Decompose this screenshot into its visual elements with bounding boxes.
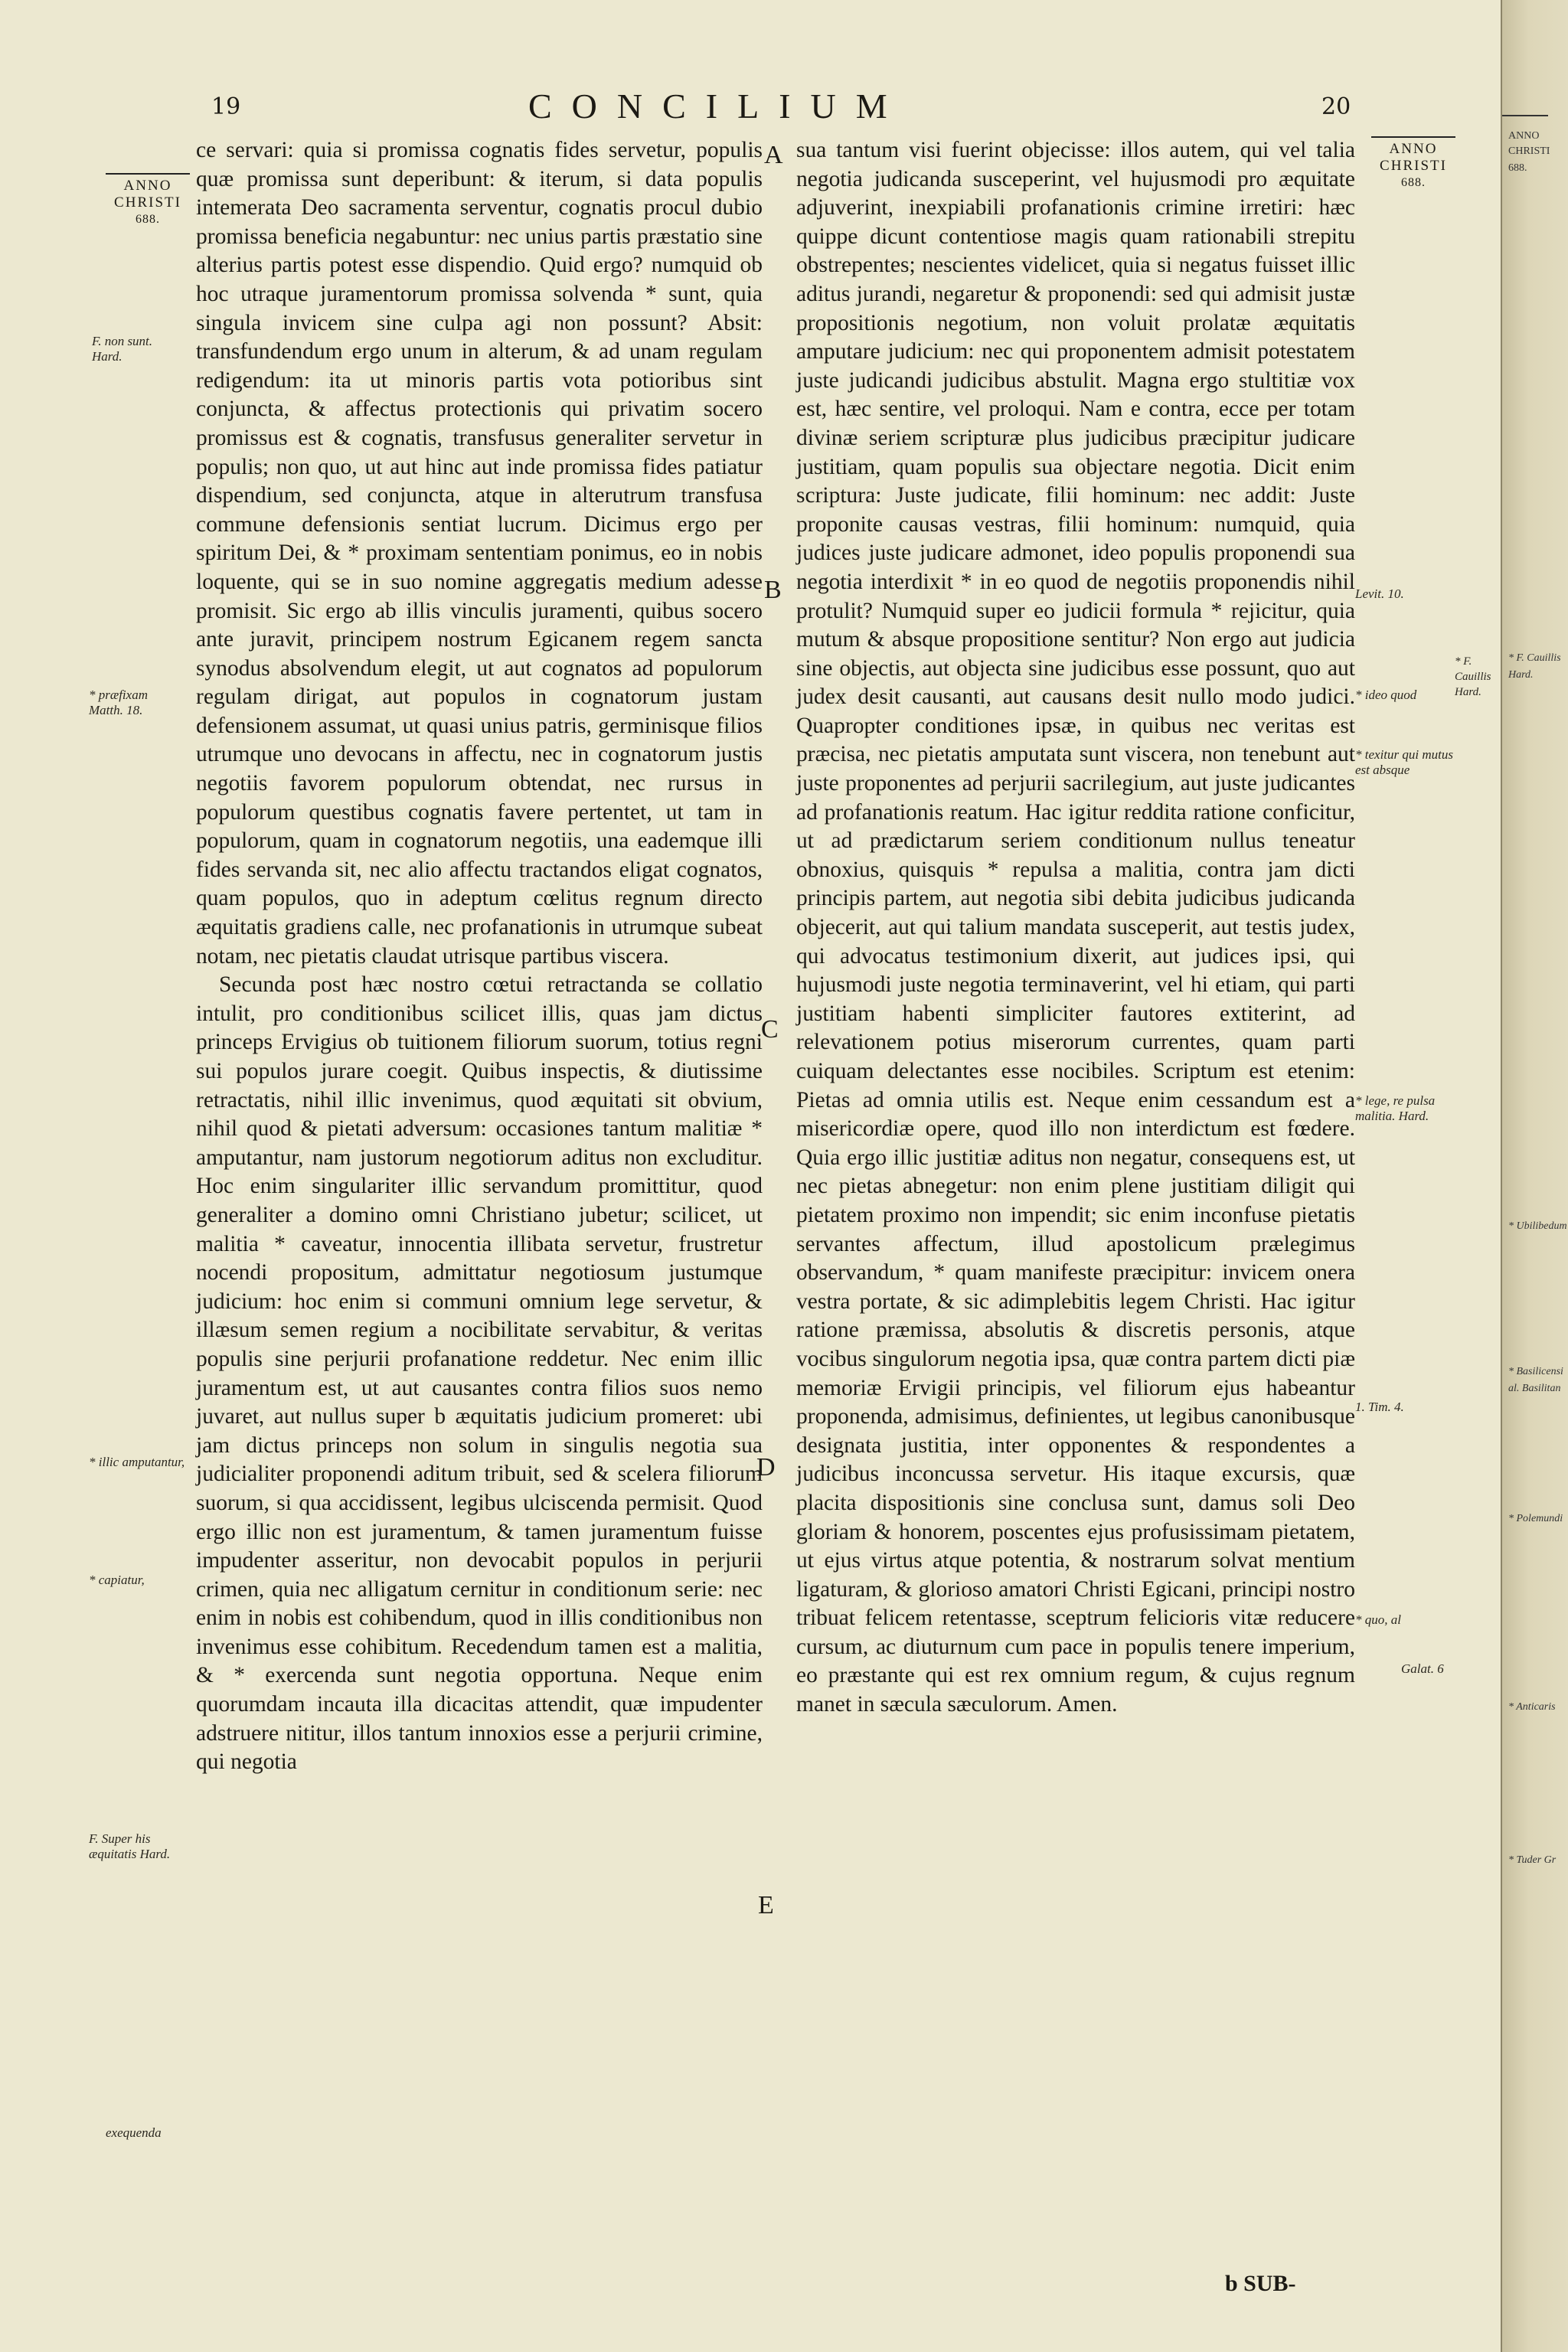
year-block-right <box>1367 136 1459 191</box>
margin-note-left: exequenda <box>106 2125 162 2140</box>
margin-note-right: * quo, al <box>1355 1612 1401 1627</box>
margin-note-right: * ideo quod <box>1355 688 1417 702</box>
edge-rule <box>1502 115 1548 116</box>
paragraph: sua tantum visi fuerint objecisse: illos autem, qui vel talia negotia judicanda susceperint, vel hujusmodi pro æquitate adjuverint, inexpiabili profanationis crimine irretiri: hæc quippe dicunt contentiose magis quam rationabili strepitu obstrepentes; nescientes videlicet, quia si negatus fuisset illic aditus jurandi, negaretur & proponendi: sed qui admisit justæ propositionis negotium, non voluit prolatæ æquitatis amputare judicium: nec qui proponentem admisit potestatem juste judicandi judicibus abstulit. Magna ergo stultitiæ vox est, hæc sentire, vel proloqui. Nam e contra, ecce per totam divinæ seriem scripturæ plus judicibus præcipitur judicare justitiam, quam populis sua objectare negotia. Dicit enim scriptura: Juste judicate, filii hominum: nec addit: Juste proponite causas vestras, filii hominum: numquid, quia judices juste judicare admonet, ideo populis proponendi sua negotia interdixit * in eo quod de negotiis proponendis nihil protulit? Numquid super eo judicii formula * rejicitur, quia mutum & absque propositione sentitur? Non ergo aut judicia sine objectis, aut objecta sine judicibus esse possunt, quo aut judex desit causanti, aut causans desit nullo modo judici. Quapropter conditiones ipsæ, in quibus nec veritas est præcisa, nec pietatis amputata sunt viscera, non tenebunt aut juste proponentes ad perjurii sacrilegium, aut juste judicantes ad profanationis reatum. Hac igitur reddita ratione conficitur, ut ad prædictarum seriem conditionum nullus teneatur obnoxius, quisquis * repulsa a malitia, contra jam dicti principis partem, aut negotia sibi debita judicibus judicanda objecerit, aut qui talium mandata susceperit, aut testis judex, qui advocatus testimonium dixerit, aut judices ipsi, qui hujusmodi juste negotia terminaverint, vel hi etiam, qui parti justitiam habenti simpliciter fautores extiterint, ad relevationem potius miserorum currentes, quam parti cuiquam delectantes esse nocibiles. Scriptum est etenim: Pietas ad omnia utilis est. Neque enim cessandum est a misericordiæ opere, quod illo non interdictum est fœdere. Quia ergo illic justitiæ aditus non negatur, consequens est, ut nec pietas abnegetur: non enim plene justitiam diligit qui pietatem proximo non impendit; sic enim inconfuse pietatis servantes affectum, illud apostolicum prælegimus observandum, * quam manifeste præcipitur: invicem onera vestra portate, & sic adimplebitis legem Christi. Hac igitur ratione præmissa, absolutis & discretis personis, atque vocibus singulorum negotia ipsa, quæ contra partem dicti piæ memoriæ Ervigii principis, vel filiorum ejus habeantur proponenda, admisimus, definientes, ut legibus canonibusque designata justitia, inter opponentes & respondentes a judicibus inconcussa servetur. His itaque excursis, quæ placita dispositionis sine conclusa sunt, damus soli Deo gloriam & honorem, poscentes ejus profusissimam pietatem, ut ejus virtus atque potentia, & nostrarum solvat mentium ligaturam, & glorioso amatori Christi Egicani, principi nostro tribuat felicem retentasse, sceptrum felicioris vitæ reducere cursum, ac diuturnum cum pace in populis tenere imperium, eo præstante qui est rex omnium regum, & cujus regnum manet in sæcula sæculorum. Amen. <box>796 138 1355 1717</box>
margin-note-left: F. Super his æquitatis Hard. <box>89 1831 171 1861</box>
edge-note: Hard. <box>1508 669 1534 681</box>
margin-note-left: F. non sunt. Hard. <box>92 334 153 364</box>
edge-note: * Basilicensi <box>1508 1366 1563 1377</box>
section-letter: A <box>764 141 783 169</box>
anno-label: ANNO <box>1389 141 1438 157</box>
edge-note: ANNO <box>1508 130 1540 142</box>
section-letter: D <box>756 1453 776 1481</box>
margin-note-right: * F. Cauillis Hard. <box>1455 655 1491 698</box>
year-number: 688. <box>1401 176 1426 189</box>
edge-note: * Polemundi <box>1508 1513 1563 1524</box>
paragraph: ce servari: quia si promissa cognatis fides servetur, populis quæ promissa sunt deperibunt: & iterum, si data populis intemerata Deo sacramenta serventur, cognatis procul dubio promissa beneficia negabuntur: nec unius partis præstatio sine alterius partis potest esse dispendio. Quid ergo? numquid ob hoc utraque juramentorum promissa solvenda * sunt, quia singula invicem sine culpa agi non possunt? Absit: transfundendum ergo unum in alterum, & ad unam regulam redigendum: ita ut minoris partis vota potioribus sint conjuncta, & affectus protectionis qui privatim socero promissus est & cognatis, transfusus generaliter servetur in populis; non quo, ut aut hinc aut inde promissa fides patiatur dispendium, sed conjuncta, atque in alterutrum transfusa commune defensionis sentiat lucrum. Dicimus ergo per spiritum Dei, & * proximam sententiam ponimus, eo in nobis loquente, qui se in suo nomine aggregatis medium adesse promisit. Sic ergo ab illis vinculis juramenti, quibus socero ante juravit, principem nostrum Egicanem regem sancta synodus absolvendum elegit, ut aut cognatos ad populorum regulam dirigat, aut populos in cognatorum justam defensionem assumat, ut quasi unius patris, germinisque filios utrumque uno devocans in affectu, nec in cognatorum justis negotiis favorem populorum obtendat, nec rursus in populorum questibus cognatis favere pertentet, ut tam in populorum, quam in cognatorum negotiis, una eademque illi fides servanda sit, nec alio affectu tractandos eligat cognatos, quam populos, quo in adeptum cœlitus regnum directo æquitatis gradiens calle, nec profanationis in utrumque subeat notam, nec pietatis claudat utrisque partibus viscera. <box>196 138 763 969</box>
margin-note-left: * præfixam Matth. 18. <box>89 688 148 717</box>
margin-note-right: Levit. 10. <box>1355 586 1404 601</box>
year-rule <box>106 173 190 175</box>
page-header <box>0 86 1501 132</box>
margin-note-right: Galat. 6 <box>1401 1661 1444 1676</box>
anno-label: ANNO <box>123 178 172 194</box>
margin-note-left: * illic amputantur, <box>89 1455 185 1469</box>
page-title: CONCILIUM <box>528 87 907 126</box>
section-letter: E <box>758 1891 774 1919</box>
edge-note: CHRISTI <box>1508 145 1550 157</box>
catchword: b SUB- <box>1225 2271 1296 2296</box>
edge-note: * Ubilibedum <box>1508 1220 1567 1232</box>
edge-note: * Tuder Gr <box>1508 1854 1557 1866</box>
margin-note-right: * lege, re pulsa malitia. Hard. <box>1355 1093 1436 1123</box>
adjacent-page-edge <box>1501 0 1568 2352</box>
right-text-column <box>796 136 1355 2203</box>
year-number: 688. <box>136 213 160 226</box>
margin-note-right: * texitur qui mutus est absque <box>1355 747 1453 777</box>
margin-note-left: * capiatur, <box>89 1573 145 1587</box>
section-letter: C <box>761 1015 779 1044</box>
page-number-left: 19 <box>211 93 241 120</box>
christi-label: CHRISTI <box>1380 158 1447 174</box>
year-block-left <box>98 173 198 228</box>
page-number-right: 20 <box>1321 93 1351 120</box>
edge-note: * Anticaris <box>1508 1701 1556 1713</box>
edge-note: al. Basilitan <box>1508 1383 1561 1394</box>
edge-note: * F. Cauillis <box>1508 652 1561 664</box>
section-letter: B <box>764 576 782 604</box>
paragraph: Secunda post hæc nostro cœtui retractanda se collatio intulit, pro conditionibus scilicet illis, quas jam dictus princeps Ervigius ob tuitionem filiorum suorum, totius regni sui populos jurare coegit. Quibus inspectis, & diutissime retractatis, nihil illic invenimus, quod æquitati sit obvium, nihil quod & pietati adversum: occasiones tantum malitiæ * amputantur, nam justorum negotiorum aditus non excluditur. Hoc enim singulariter illic servandum promittitur, quod generaliter a domino omni Christiano jubetur; scilicet, ut malitia * caveatur, innocentia illibata servetur, frustretur nocendi propositum, admittatur negotiosum justumque judicium: hoc enim si communi omnium lege servetur, & illæsum semen regium a nocibilitate servabitur, & veritas populis sine perjurii profanatione reddetur. Nec enim illic juramentum est, ut aut causantes contra filios suos nemo juvaret, aut nullus super b æquitatis judicium promeret: ubi jam dictus princeps non solum in singulis negotia sua judicialiter proponendi aditum tribuit, sed & scelera filiorum suorum, si qua accidissent, legibus ulciscenda permisit. Quod ergo illic non est juramentum, & tamen juramentum fuisse impudenter asseritur, non devocabit populos in perjurii crimen, quia nec alligatum cernitur in conditionum serie: nec enim in nobis est cohibendum, quod in illis conditionibus non invenimus esse cohibitum. Recedendum tamen est a malitia, & * exercenda sunt negotia opportuna. Neque enim quorumdam incauta illa dicacitas attendit, quæ impudenter adstruere nititur, illos tantum innoxios esse a perjurii crimine, qui negotia <box>196 972 763 1775</box>
edge-note: 688. <box>1508 162 1527 174</box>
christi-label: CHRISTI <box>114 194 181 211</box>
margin-note-right: 1. Tim. 4. <box>1355 1400 1404 1414</box>
left-text-column <box>196 136 763 2257</box>
year-rule <box>1371 136 1455 138</box>
